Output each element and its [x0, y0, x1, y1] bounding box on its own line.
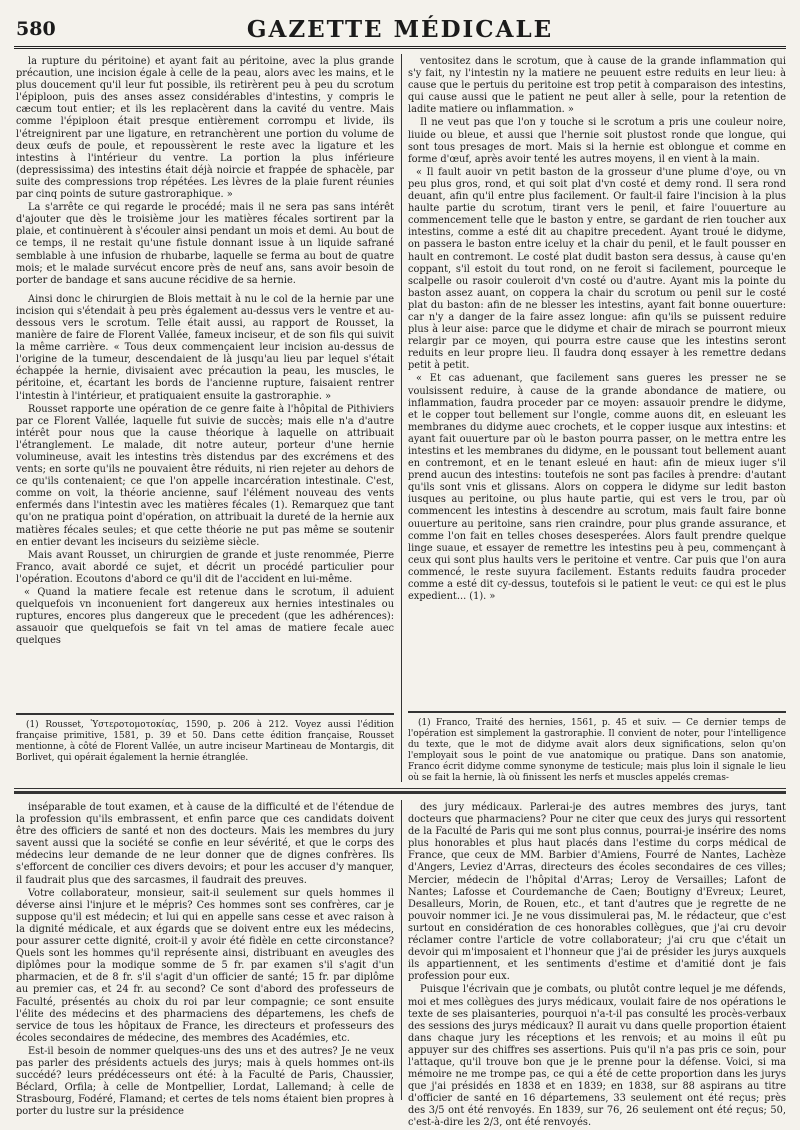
paragraph: Est-il besoin de nommer quelques-uns des uns et des autres? Je ne veux pas parler des présidents actuels des jurys; mais à quels hommes ont-ils succédé? leurs prédécesseurs ont été: à la Faculté de Paris, Chaussier, Béclard, Orfila; à celle de Montpellier, Lordat, Lallemand; à celle de Strasbourg, Fodéré, Flamand; et certes de tels noms étaient bien propres à porter du lustre sur la présidence [16, 1045, 394, 1118]
paragraph: Votre collaborateur, monsieur, sait-il seulement sur quels hommes il déverse ainsi l'injure et le mépris? Ces hommes sont ses confrères, car je suppose qu'il est médecin; et lui qui en appelle sans cesse et avec raison à la dignité médicale, et aux égards que se doivent entre eux les médecins, pour assurer cette dignité, croit-il y avoir été fidèle en cette circonstance? Quels sont les hommes qu'il représente ainsi, distribuant en aveugles des diplômes pour la modique somme de 5 fr. par examen s'il s'agit d'un pharmacien, et de 8 fr. s'il s'agit d'un officier de santé; 15 fr. par diplôme au premier cas, et 24 fr. au second? Ce sont d'abord des professeurs de Faculté, présentés au choix du roi par leur compagnie; ce sont ensuite l'élite des médecins et des pharmaciens des départemens, les chefs de service de tous les hôpitaux de France, les directeurs et professeurs des écoles secondaires de médecine, des membres des Académies, etc. [16, 887, 394, 1044]
page-header [14, 14, 786, 49]
section-rule [14, 788, 786, 789]
footnote: (1) Rousset, Ὑστεροτομοτοκίας, 1590, p. 206 à 212. Voyez aussi l'édition française primitive, 1581, p. 39 et 50. Dans cette édition française, Rousset mentionne, à côté de Florent Vallée, un autre inciseur Martineau de Montargis, dit Borlivet, qui opérait également la hernie étranglée. [16, 720, 394, 763]
footnote-rule [408, 711, 786, 713]
paragraph: Il ne veut pas que l'on y touche si le scrotum a pris une couleur noire, liuide ou bleue, et aussi que l'hernie soit plustost ronde que longue, qui sont tous presages de mort. Mais si la hernie est oblongue et comme en forme d'œuf, après avoir tenté les autres moyens, il en vient à la main. [408, 117, 786, 165]
upper-right-footnote [408, 718, 786, 782]
page-number: 580 [16, 18, 56, 40]
footnote-rule [16, 713, 394, 715]
column-divider [401, 54, 402, 782]
upper-left-column [16, 56, 394, 694]
footnote: (1) Franco, Traité des hernies, 1561, p. 45 et suiv. — Ce dernier temps de l'opération est simplement la gastroraphie. Il convient de noter, pour l'intelligence du texte, que le mot de didyme avait alors deux significations, selon qu'on l'employait sous le point de vue anatomique ou pratique. Dans son anatomie, Franco écrit didyme comme synonyme de testicule; mais plus loin il signale le lieu où se fait la hernie, là où finissent les nerfs et muscles appelés cremas- [408, 718, 786, 783]
paragraph: ventositez dans le scrotum, que à cause de la grande inflammation qui s'y fait, ny l'intestin ny la matiere ne peuuent estre reduits en leur lieu: à cause que le pertuis du peritoine est trop petit à comparaison des intestins, qui cause aussi que le patient ne peut aller à selle, pour la retention de ladite matiere ou inflammation. » [408, 56, 786, 116]
section-rule-thick [14, 791, 786, 794]
paragraph: inséparable de tout examen, et à cause de la difficulté et de l'étendue de la profession qu'ils embrassent, et enfin parce que ces candidats doivent être des officiers de santé et non des docteurs. Mais les membres du jury savent aussi que la société se confie en leur sévérité, et que le corps des médecins leur demande de ne leur donner que de dignes confrères. Ils s'efforcent de concilier ces divers devoirs; et pour les accuser d'y manquer, il faudrait plus que des sarcasmes, il faudrait des preuves. [16, 802, 394, 886]
upper-right-column [408, 56, 786, 694]
masthead-title: GAZETTE MÉDICALE [246, 16, 554, 43]
paragraph: Puisque l'écrivain que je combats, ou plutôt contre lequel je me défends, moi et mes collègues des jurys médicaux, voulait faire de nos opérations le texte de ses plaisanteries, pourquoi n'a-t-il pas consulté les procès-verbaux des sessions des jurys médicaux? Il aurait vu dans quelle proportion étaient dans chaque jury les réceptions et les renvois; et au moins il eût pu appuyer sur des chiffres ses assertions. Puis qu'il n'a pas pris ce soin, pour l'attaque, qu'il trouve bon que je le prenne pour la défense. Voici, si ma mémoire ne me trompe pas, ce qui a été de cette proportion dans les jurys que j'ai présidés en 1838 et en 1839; en 1838, sur 88 aspirans au titre d'officier de santé en 16 départemens, 33 seulement ont été reçus; près des 3/5 ont été renvoyés. En 1839, sur 76, 26 seulement ont été reçus; 50, c'est-à-dire les 2/3, ont été renvoyés. [408, 984, 786, 1129]
lower-left-column [16, 802, 394, 1118]
upper-left-footnote [16, 720, 394, 782]
paragraph: Rousset rapporte une opération de ce genre faite à l'hôpital de Pithiviers par ce Florent Vallée, laquelle fut suivie de succès; mais elle n'a d'autre intérêt pour nous que la cause théorique à laquelle on attribuait l'étranglement. Le malade, dit notre auteur, porteur d'une hernie volumineuse, avait les intestins très distendus par des excrémens et des vents; en sorte qu'ils ne pouvaient être réduits, ni rien rejeter au dehors de ce qu'ils contenaient; ce que l'on appelle incarcération intestinale. C'est, comme on voit, la théorie ancienne, sauf l'élément nouveau des vents enfermés dans l'intestin avec les matières fécales (1). Remarquez que tant qu'on ne pratiqua point d'opération, on attribuait la dureté de la hernie aux matières fécales seules; et que cette théorie ne put pas même se soutenir en entier devant les inciseurs du seizième siècle. [16, 403, 394, 548]
paragraph: « Quand la matiere fecale est retenue dans le scrotum, il aduient quelquefois vn inconuenient fort dangereux aux hernies intestinales ou ruptures, encores plus dangereux que le precedent (que les adhérences): assauoir que quelquefois se fait vn tel amas de matiere fecale auec quelques [16, 587, 394, 647]
paragraph: des jury médicaux. Parlerai-je des autres membres des jurys, tant docteurs que pharmaciens? Pour ne citer que ceux des jurys qui ressortent de la Faculté de Paris qui me sont plus connus, pourrai-je insérire des noms plus honorables et plus haut placés dans l'estime du corps médical de France, que ceux de MM. Barbier d'Amiens, Fourré de Nantes, Lachèze d'Angers, Leviez d'Arras, directeurs des écoles secondaires de ces villes; Mercier, médecin de l'hôpital d'Arras; Leroy de Versailles; Lafont de Nantes; Lafosse et Courdemanche de Caen; Boutigny d'Evreux; Leuret, Desalleurs, Morin, de Rouen, etc., et tant d'autres que je regrette de ne pouvoir nommer ici. Je ne vous dissimulerai pas, M. le rédacteur, que c'est surtout en considération de ces honorables collègues, que j'ai cru devoir réclamer contre l'article de votre collaborateur; j'ai cru que c'était un devoir qui m'imposaient et l'honneur que j'ai de présider les jurys auxquels ils appartiennent, et les sentiments d'estime et d'amitié dont je fais profession pour eux. [408, 802, 786, 983]
paragraph: « Il fault auoir vn petit baston de la grosseur d'une plume d'oye, ou vn peu plus gros, rond, et qui soit plat d'vn costé et demy rond. Il sera rond deuant, afin qu'il entre plus facilement. Or fault-il faire l'incision à la plus haulte partie du scrotum, tirant vers le penil, et faire l'ouuerture au commencement telle que le baston y entre, se gardant de rien toucher aux intestins, comme a esté dit au chapitre precedent. Ayant troué le didyme, on passera le baston entre iceluy et la chair du penil, et le fault pousser en hault en contremont. Le costé plat dudit baston sera dessus, à cause qu'en coppant, s'il estoit du tout rond, on ne feroit si facilement, pourceque le scalpelle ou rasoir couleroit d'vn costé ou d'autre. Ayant mis la pointe du baston assez auant, on coppera la chair du scrotum ou penil sur le costé plat du baston: afin de ne blesser les intestins, ayant fait bonne ouuerture: car n'y a danger de la faire assez longue: afin qu'ils se puissent reduire plus à leur aise: parce que le didyme et chair de mirach se pourront mieux relargir par ce moyen, qui pourra estre cause que les intestins seront reduits en leur propre lieu. Il faudra donq essayer à les remettre dedans petit à petit. [408, 166, 786, 372]
lower-right-column [408, 802, 786, 1129]
paragraph: « Et cas aduenant, que facilement sans gueres les presser ne se voulsissent reduire, à cause de la grande abondance de matiere, ou inflammation, faudra proceder par ce moyen: assauoir prendre le didyme, et le copper tout bellement sur l'ongle, comme auons dit, en esleuant les membranes du didyme auec crochets, et le copper iusque aux intestins: et ayant fait ouuerture par où le baston pourra passer, on le mettra entre les intestins et les membranes du didyme, en le poussant tout bellement auant en contremont, et en le tenant esleué en haut: afin de mieux iuger s'il prend aucun des intestins: toutefois ne sont pas faciles à prendre: d'autant qu'ils sont vnis et glissans. Alors on coppera le didyme sur ledit baston iusques au peritoine, ou plus haute partie, qui est vers le trou, par où commencent les intestins à descendre au scrotum, mais fault faire bonne ouuerture au peritoine, sans rien craindre, pour plus grande assurance, et comme l'on fait en telles choses desesperées. Alors fault prendre quelque linge suaue, et essayer de remettre les intestins peu à peu, commençant à ceux qui sont plus haults vers le peritoine et ventre. Car puis que l'on aura commencé, le reste suyura facilement. Estants reduits faudra proceder comme a esté dit cy-dessus, toutefois si le patient le veut: ce qui est le plus expedient... (1). » [408, 373, 786, 603]
column-divider [401, 800, 402, 1100]
paragraph: Ainsi donc le chirurgien de Blois mettait à nu le col de la hernie par une incision qui s'étendait à peu près également au-dessus vers le ventre et au-dessous vers le scrotum. Telle était aussi, au rapport de Rousset, la manière de faire de Florent Vallée, fameux inciseur, et de son fils qui suivit la même carrière. « Tous deux commençaient leur incision au-dessus de l'origine de la tumeur, descendaient de là jusqu'au lieu par lequel s'était échappée la hernie, divisaient avec précaution la peau, les muscles, le péritoine, et, écartant les bords de l'ancienne rupture, faisaient rentrer l'intestin à l'intérieur, et pratiquaient ensuite la gastroraphie. » [16, 293, 394, 402]
paragraph: La s'arrête ce qui regarde le procédé; mais il ne sera pas sans intérêt d'ajouter que dès le troisième jour les matières fécales sortirent par la plaie, et continuèrent à s'écouler ainsi pendant un mois et demi. Au bout de ce temps, il ne restait qu'une fistule donnant issue à un liquide safrané semblable à une infusion de rhubarbe, laquelle se ferma au bout de quatre mois; et le malade survécut encore près de neuf ans, sans avoir besoin de porter de bandage et sans aucune récidive de sa hernie. [16, 202, 394, 286]
paragraph: la rupture du péritoine) et ayant fait au péritoine, avec la plus grande précaution, une incision égale à celle de la peau, alors avec les mains, et le plus doucement qu'il leur fut possible, ils retirèrent peu à peu du scrotum l'épiploon, puis des anses assez considérables d'intestins, y compris le cæcum tout entier; et ils les replacèrent dans la cavité du ventre. Mais comme l'épiploon était presque entièrement corrompu et livide, ils l'étreignirent par une ligature, en retranchèrent une portion du volume de deux œufs de poule, et repoussèrent le reste avec la ligature et les intestins à l'intérieur du ventre. La portion la plus inférieure (depressissima) des intestins était déjà noircie et frappée de sphacèle, par suite des compressions trop répétées. Les lèvres de la plaie furent réunies par cinq points de suture gastroraphique. » [16, 56, 394, 201]
paragraph: Mais avant Rousset, un chirurgien de grande et juste renommée, Pierre Franco, avait abordé ce sujet, et décrit un procédé particulier pour l'opération. Ecoutons d'abord ce qu'il dit de l'accident en lui-même. [16, 549, 394, 585]
